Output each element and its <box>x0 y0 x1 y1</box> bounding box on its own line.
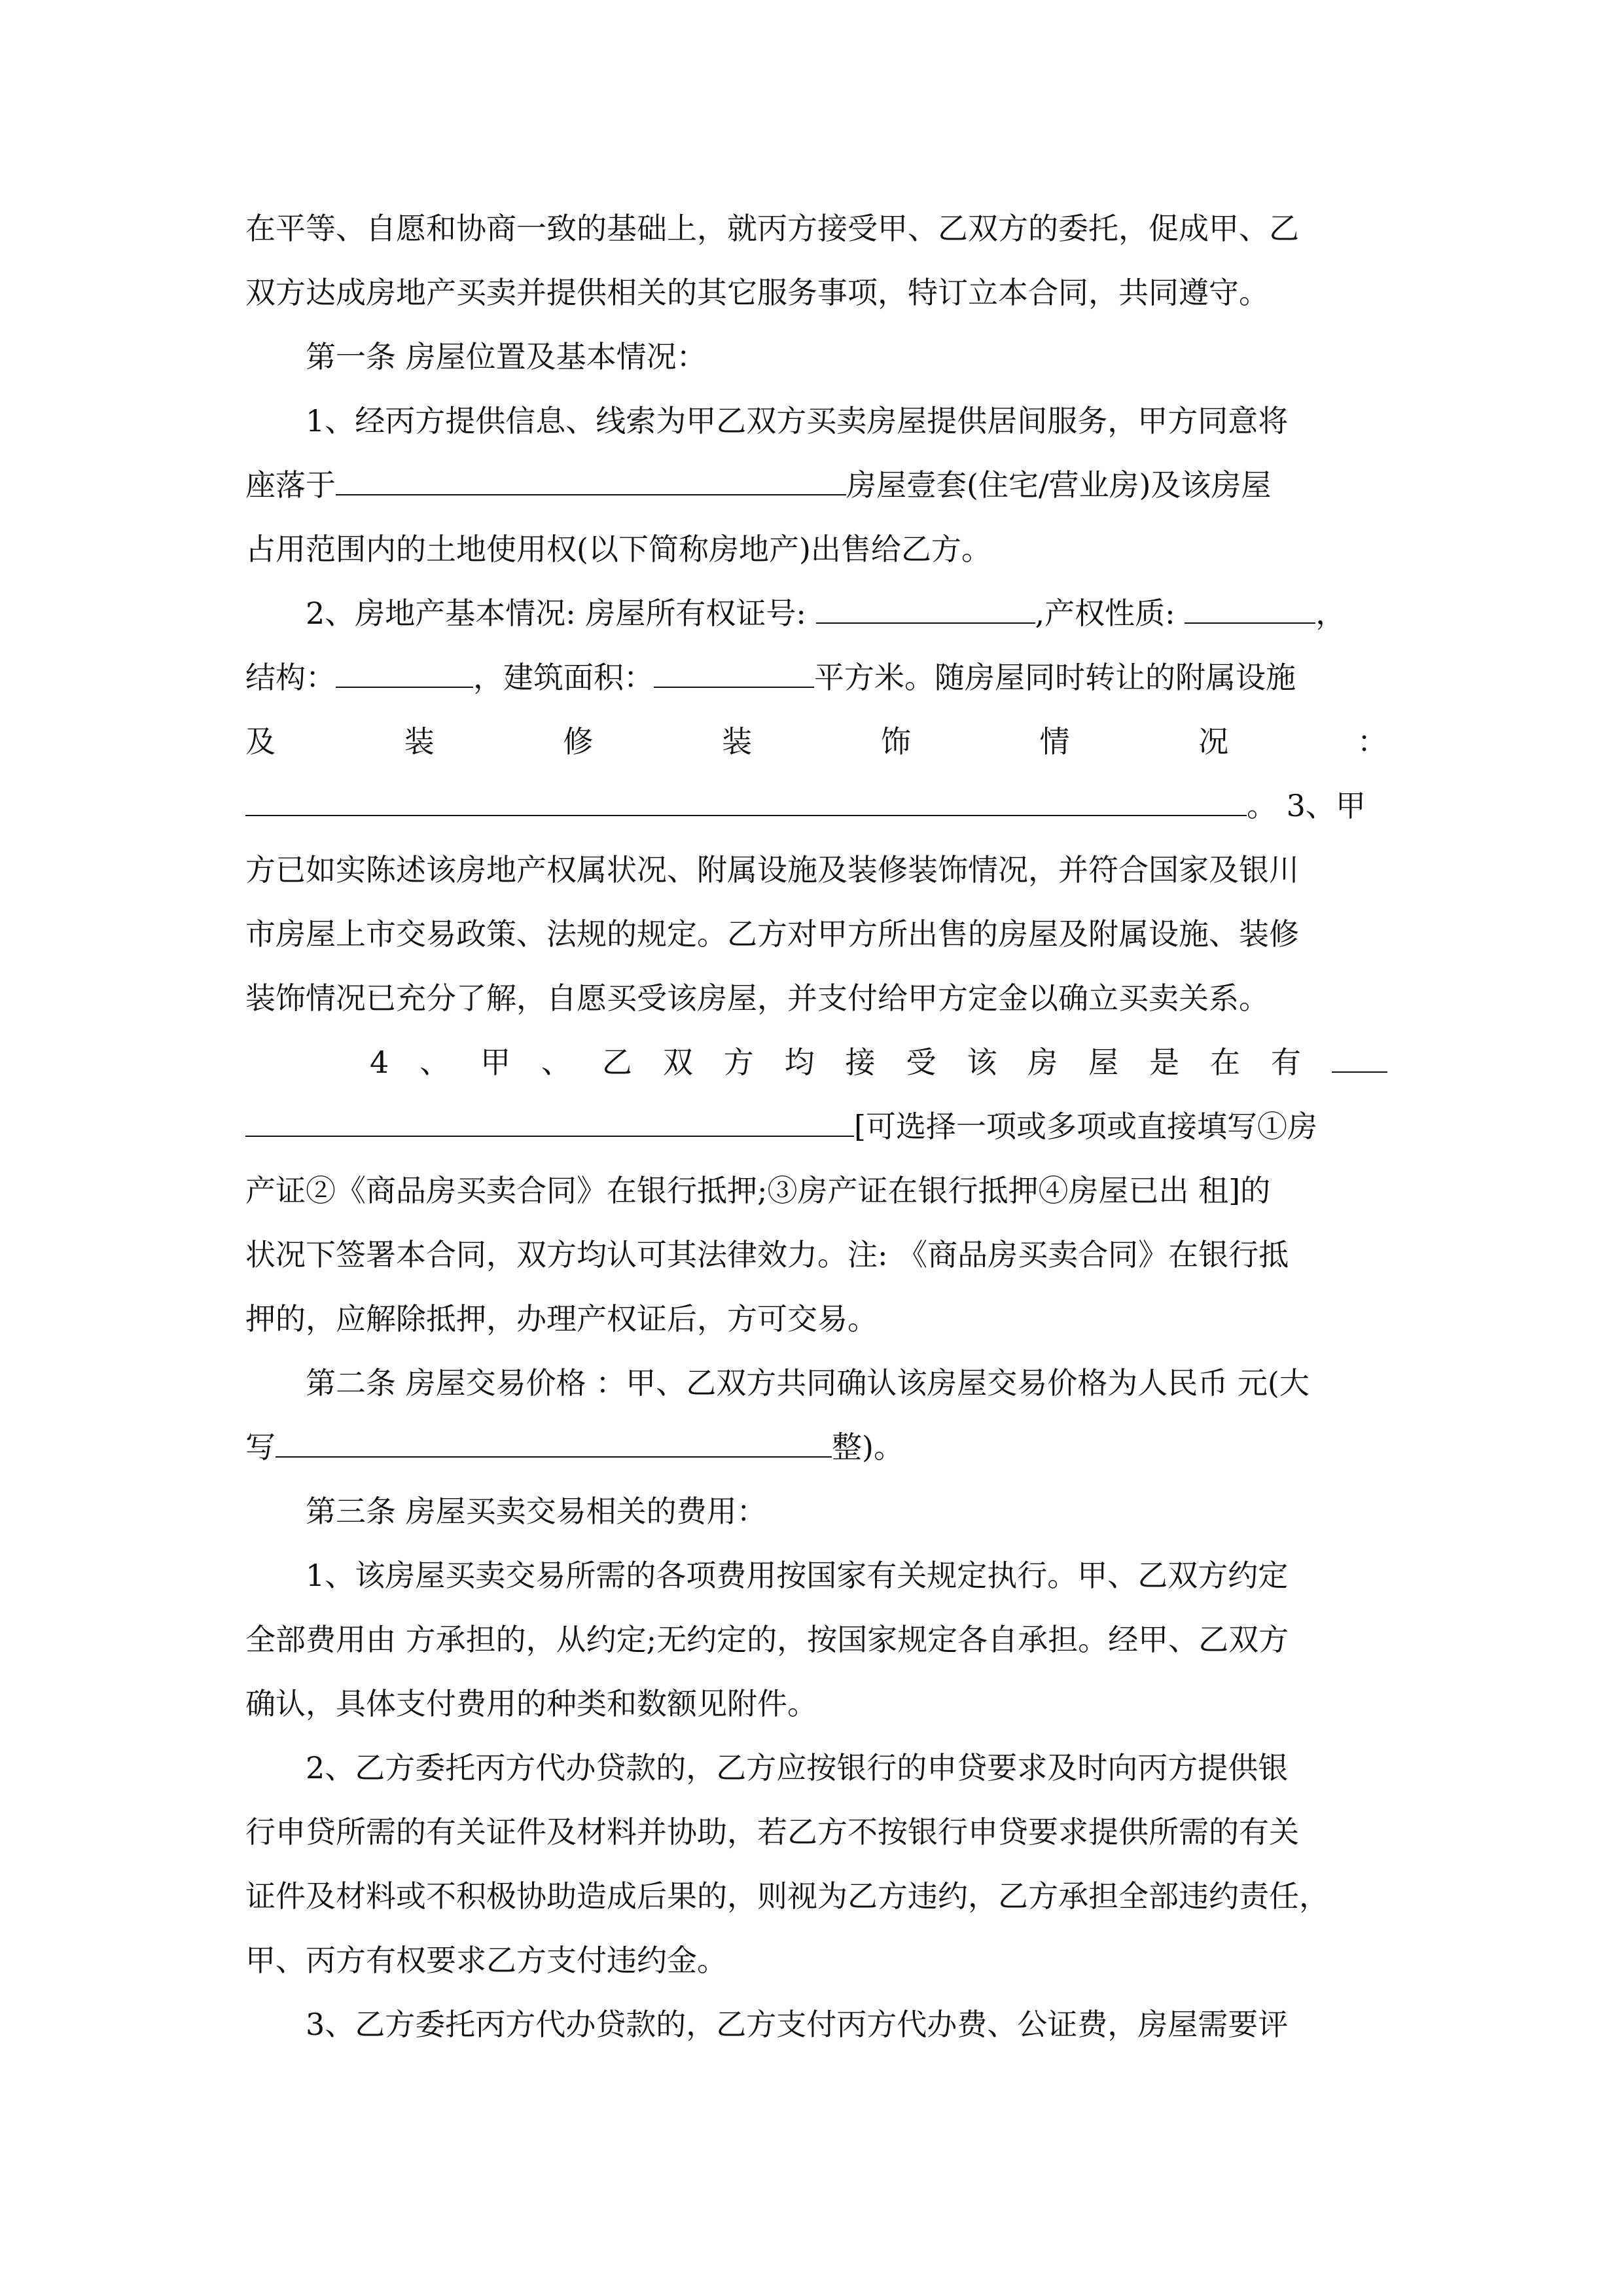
paragraph-line: 状况下签署本合同，双方均认可其法律效力。注: 《商品房买卖合同》在银行抵 <box>245 1237 1289 1272</box>
text-fragment: 平方米。随房屋同时转让的附属设施 <box>814 660 1296 695</box>
text-fragment: 写 <box>245 1429 276 1465</box>
text-fragment: 。 3、甲 <box>1247 788 1366 823</box>
paragraph-line: 证件及材料或不积极协助造成后果的，则视为乙方违约，乙方承担全部违约责任， <box>245 1878 1329 1914</box>
char: 装 <box>404 724 435 759</box>
text-fragment: [可选择一项或多项或直接填写①房 <box>854 1109 1317 1144</box>
char: 及 <box>245 724 276 759</box>
char: 况 <box>1198 724 1229 759</box>
paragraph-line: 方已如实陈述该房地产权属状况、附属设施及装修装饰情况，并符合国家及银川 <box>245 852 1299 888</box>
paragraph-line: 行申贷所需的有关证件及材料并协助，若乙方不按银行申贷要求提供所需的有关 <box>245 1814 1299 1850</box>
paragraph-line: 产证②《商品房买卖合同》在银行抵押;③房产证在银行抵押④房屋已出 租]的 <box>245 1173 1271 1208</box>
paragraph-line: 3、乙方委托丙方代办贷款的，乙方支付丙方代办费、公证费，房屋需要评 <box>306 2007 1289 2042</box>
text-fragment: 结构： <box>245 660 336 695</box>
paragraph-line-spread <box>245 709 1387 774</box>
char: 修 <box>563 724 594 759</box>
contract-page <box>245 196 1387 2056</box>
text-fragment: 整)。 <box>832 1429 904 1465</box>
char: 、 <box>541 1045 571 1080</box>
text-fragment: ， <box>1315 596 1346 631</box>
paragraph-line: 押的，应解除抵押，办理产权证后，方可交易。 <box>245 1301 878 1336</box>
text-fragment: ,产权性质: <box>1035 596 1175 631</box>
price-in-words-blank[interactable] <box>276 1437 832 1458</box>
char: 有 <box>1270 1045 1301 1080</box>
article-1-heading: 第一条 房屋位置及基本情况： <box>306 339 707 374</box>
char: 情 <box>1039 724 1070 759</box>
paragraph-line: 确认，具体支付费用的种类和数额见附件。 <box>245 1686 817 1721</box>
char: 方 <box>723 1045 754 1080</box>
paragraph-line <box>245 453 1387 517</box>
char: 接 <box>845 1045 876 1080</box>
paragraph-line: 占用范围内的土地使用权(以下简称房地产)出售给乙方。 <box>245 531 991 567</box>
status-blank-start[interactable] <box>1332 1052 1387 1073</box>
paragraph-line: 1、该房屋买卖交易所需的各项费用按国家有关规定执行。甲、乙双方约定 <box>306 1558 1289 1593</box>
property-nature-blank[interactable] <box>1185 603 1315 624</box>
location-blank[interactable] <box>336 475 846 495</box>
text-fragment: 座落于 <box>245 467 336 503</box>
article-3-heading: 第三条 房屋买卖交易相关的费用： <box>306 1494 767 1529</box>
paragraph-line <box>245 581 1387 645</box>
fixtures-decoration-blank[interactable] <box>245 795 1247 816</box>
char: 在 <box>1209 1045 1240 1080</box>
article-2-heading: 第二条 房屋交易价格 ：甲、乙双方共同确认该房屋交易价格为人民币 元(大 <box>306 1365 1310 1401</box>
ownership-certificate-blank[interactable] <box>816 603 1035 624</box>
paragraph-line: 1、经丙方提供信息、线索为甲乙双方买卖房屋提供居间服务，甲方同意将 <box>306 403 1289 439</box>
char: 、 <box>419 1045 450 1080</box>
paragraph-line <box>245 645 1387 709</box>
char: 屋 <box>1088 1045 1119 1080</box>
paragraph-line: 全部费用由 方承担的，从约定;无约定的，按国家规定各自承担。经甲、乙双方 <box>245 1622 1289 1657</box>
char: 是 <box>1149 1045 1180 1080</box>
paragraph-line: 市房屋上市交易政策、法规的规定。乙方对甲方所出售的房屋及附属设施、装修 <box>245 916 1299 952</box>
char: 双 <box>662 1045 693 1080</box>
status-blank[interactable] <box>245 1116 854 1137</box>
char: 甲 <box>480 1045 511 1080</box>
text-fragment: ，建筑面积： <box>473 660 654 695</box>
paragraph-line <box>245 1415 1387 1479</box>
paragraph-line: 双方达成房地产买卖并提供相关的其它服务事项，特订立本合同，共同遵守。 <box>245 275 1269 310</box>
paragraph-line: 甲、丙方有权要求乙方支付违约金。 <box>245 1943 727 1978</box>
char: 4 <box>370 1045 389 1080</box>
floor-area-blank[interactable] <box>654 667 814 688</box>
structure-blank[interactable] <box>336 667 473 688</box>
paragraph-line <box>245 774 1387 838</box>
text-fragment: 2、房地产基本情况: 房屋所有权证号: <box>306 596 806 631</box>
char: ： <box>1357 724 1387 759</box>
char: 该 <box>967 1045 997 1080</box>
char: 饰 <box>880 724 911 759</box>
char: 受 <box>906 1045 936 1080</box>
char: 房 <box>1027 1045 1058 1080</box>
char: 乙 <box>601 1045 632 1080</box>
char: 装 <box>722 724 753 759</box>
paragraph-line: 2、乙方委托丙方代办贷款的，乙方应按银行的申贷要求及时向丙方提供银 <box>306 1750 1289 1785</box>
char: 均 <box>784 1045 815 1080</box>
paragraph-line: 装饰情况已充分了解，自愿买受该房屋，并支付给甲方定金以确立买卖关系。 <box>245 980 1269 1016</box>
text-fragment: 房屋壹套(住宅/营业房)及该房屋 <box>846 467 1272 503</box>
paragraph-line <box>245 1094 1387 1158</box>
paragraph-line-spread <box>245 1030 1387 1094</box>
paragraph-line: 在平等、自愿和协商一致的基础上，就丙方接受甲、乙双方的委托，促成甲、乙 <box>245 211 1299 246</box>
